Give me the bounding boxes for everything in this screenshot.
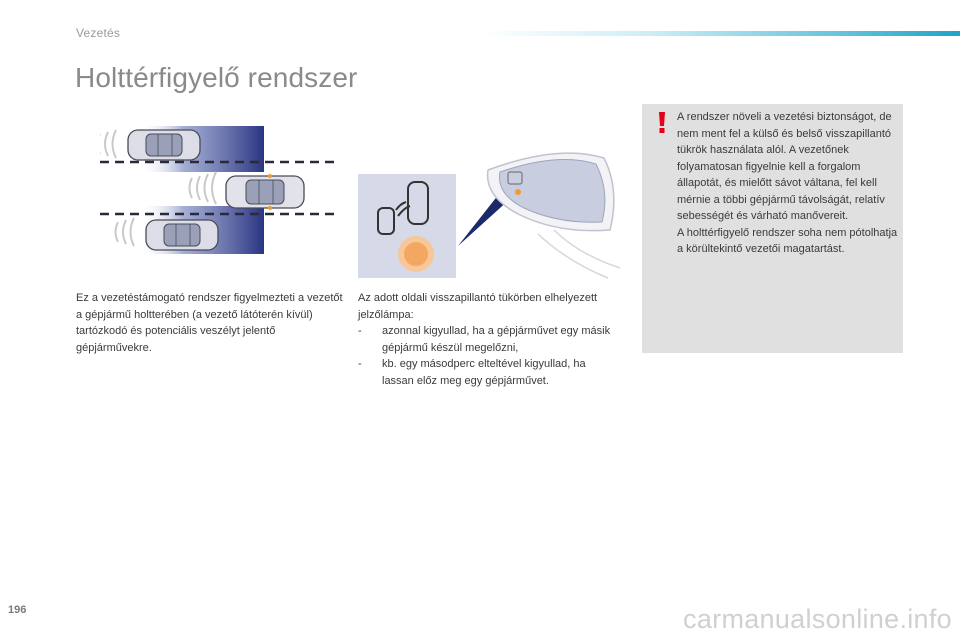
mirror-housing <box>488 153 620 278</box>
list-dash: - <box>358 325 362 337</box>
page-number: 196 <box>8 604 27 616</box>
mirror-intro: Az adott oldali visszapillantó tükörben elhelyezett jelzőlámpa: <box>358 292 598 321</box>
watermark: carmanualsonline.info <box>683 604 952 634</box>
header-accent-bar <box>480 31 960 36</box>
warning-paragraph-1: A rendszer növeli a vezetési biztonságot, de nem ment fel a külső és belső visszapillantó tükrök használata alól. A vezetőnek folyamatosan figyelnie kell a forgalom állapotát, és mielőtt sávot váltana, fel kell mérnie a többi gépjármű távolságát, relatív sebességét és várható manővereit. <box>677 111 892 222</box>
list-item-text: kb. egy másodperc elteltével kigyullad, ha lassan előz meg egy gépjárművet. <box>382 358 586 387</box>
warning-paragraph-2: A holttérfigyelő rendszer soha nem pótolhatja a körültekintő vezetői magatartást. <box>677 226 898 255</box>
blind-spot-cars-illustration <box>100 118 340 258</box>
sensor-waves-middle <box>190 172 217 204</box>
mirror-indicator-description <box>358 290 620 389</box>
sensor-waves-lower <box>116 218 135 246</box>
sensor-waves-upper <box>100 130 116 158</box>
list-dash: - <box>358 358 362 370</box>
section-label: Vezetés <box>76 26 121 40</box>
car-lower <box>146 220 218 250</box>
exclamation-icon <box>656 112 668 134</box>
warning-text <box>677 109 899 258</box>
page-title: Holttérfigyelő rendszer <box>75 62 358 93</box>
car-upper <box>128 130 200 160</box>
list-item-text: azonnal kigyullad, ha a gépjárművet egy másik gépjármű készül megelőzni, <box>382 325 611 354</box>
car-own <box>226 174 304 210</box>
mirror-indicator-illustration <box>358 150 620 280</box>
list-item <box>358 323 620 356</box>
intro-paragraph: Ez a vezetéstámogató rendszer figyelmezteti a vezetőt a gépjármű holtterében (a vezető látóterén kívül) tartózkodó és potenciális veszélyt jelentő gépjárművekre. <box>76 292 343 354</box>
list-item <box>358 356 620 389</box>
warning-box <box>642 104 903 353</box>
indicator-lamp-glow <box>398 236 434 272</box>
